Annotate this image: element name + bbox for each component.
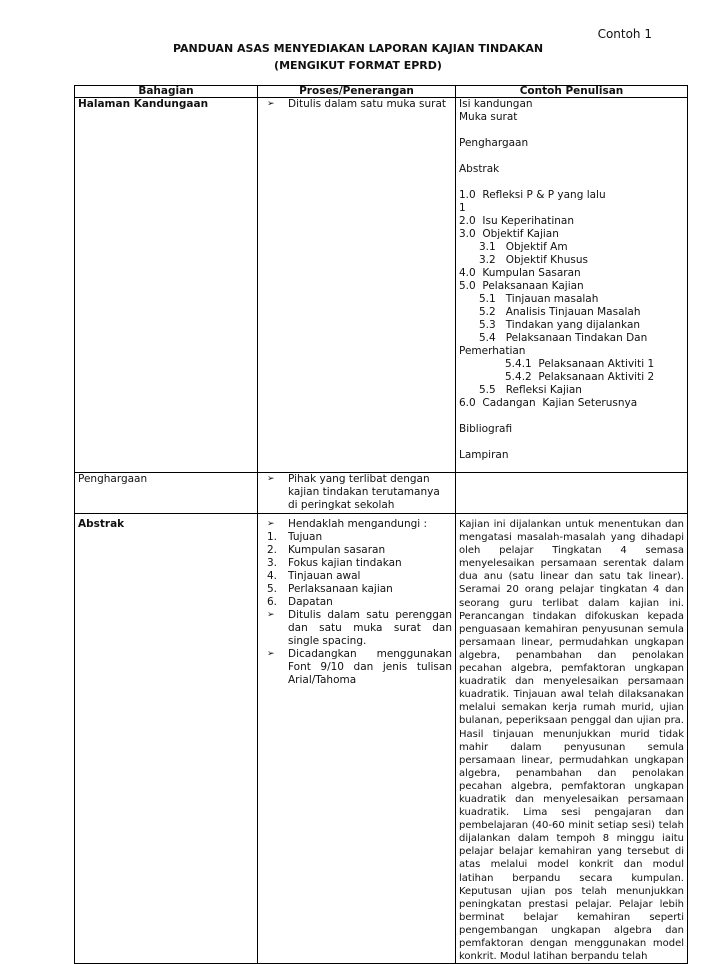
toc-line: Abstrak (459, 163, 500, 175)
header-bahagian: Bahagian (75, 86, 258, 98)
list-item: 6. Dapatan (267, 596, 333, 608)
process-cell (258, 98, 456, 473)
table-row (75, 514, 688, 964)
table-of-contents (459, 98, 684, 462)
abstract-example: Kajian ini dijalankan untuk menentukan dan mengatasi masalah-masalah yang dihadapi oleh pelajar Tingkatan 4 semasa menyelesaikan persamaan serentak dalam dua anu (satu linear dan satu tak linear). Seramai 20 orang pelajar tingkatan 4 dan seorang guru terlibat dalam kajian ini. Perancangan tindakan difokuskan kepada penguasaan kemahiran penyusunan semula persamaan linear, permudahkan ungkapan algebra, penambahan dan penolakan pecahan algebra, pemfaktoran ungkapan kuadratik dan menyelesaikan persamaan kuadratik. Tinjauan awal telah dilaksanakan melalui semakan kerja rumah murid, ujian bulanan, peperiksaan penggal dan ujian pra. Hasil tinjauan menunjukkan murid tidak mahir dalam penyusunan semula persamaan linear, permudahkan ungkapan algebra, penambahan dan penolakan pecahan algebra, pemfaktoran ungkapan kuadratik dan menyelesaikan persamaan kuadratik. Lima sesi pengajaran dan pembelajaran (40-60 minit setiap sesi) telah dijalankan dalam tempoh 8 minggu iaitu pelajar belajar kemahiran yang tersebut di atas melalui model konkrit dan modul latihan berpandu secara kumpulan. Keputusan ujian pos telah menunjukkan peningkatan prestasi pelajar. Pelajar lebih berminat belajar kemahiran seperti pengembangan ungkapan algebra dan pemfaktoran dengan menggunakan model konkrit. Modul latihan berpandu telah (456, 514, 688, 964)
toc-line: 3.0 Objektif Kajian (459, 228, 559, 240)
toc-line: 5.5 Refleksi Kajian (479, 384, 582, 396)
document-title: PANDUAN ASAS MENYEDIAKAN LAPORAN KAJIAN TINDAKAN (172, 42, 544, 55)
list-item: 3. Fokus kajian tindakan (267, 557, 402, 569)
document-label: Contoh 1 (597, 27, 652, 41)
toc-line: 5.1 Tinjauan masalah (479, 293, 599, 305)
toc-line: 6.0 Cadangan Kajian Seterusnya (459, 397, 638, 409)
list-item: 2. Kumpulan sasaran (267, 544, 386, 556)
table-row (75, 98, 688, 473)
toc-line: 5.4 Pelaksanaan Tindakan Dan (479, 332, 648, 344)
process-item: ➢ Ditulis dalam satu perenggan dan satu muka surat dan single spacing. (261, 609, 452, 648)
toc-line: Isi kandungan (459, 98, 533, 110)
toc-line: 5.0 Pelaksanaan Kajian (459, 280, 584, 292)
toc-line: 1.0 Refleksi P & P yang lalu (459, 189, 606, 201)
process-item: ➢ Dicadangkan menggunakan Font 9/10 dan jenis tulisan Arial/Tahoma (261, 648, 452, 687)
process-item: ➢ Ditulis dalam satu muka surat (261, 98, 452, 111)
table-header-row (75, 86, 688, 98)
example-cell (456, 98, 688, 473)
process-item: ➢ Pihak yang terlibat dengan kajian tindakan terutamanya di peringkat sekolah (261, 473, 452, 512)
list-item: 1. Tujuan (267, 531, 323, 543)
process-item: ➢ Hendaklah mengandungi : (261, 518, 452, 531)
process-cell (258, 473, 456, 514)
toc-line: Pemerhatian (459, 345, 526, 357)
section-name: Halaman Kandungaan (75, 98, 258, 473)
section-name: Abstrak (75, 514, 258, 964)
toc-line: Bibliografi (459, 423, 513, 435)
process-cell (258, 514, 456, 964)
toc-line: 5.2 Analisis Tinjauan Masalah (479, 306, 641, 318)
toc-line: Muka surat (459, 111, 518, 123)
toc-line: Lampiran (459, 449, 509, 461)
toc-line: 4.0 Kumpulan Sasaran (459, 267, 581, 279)
header-contoh: Contoh Penulisan (456, 86, 688, 98)
section-name: Penghargaan (75, 473, 258, 514)
toc-line: 5.3 Tindakan yang dijalankan (479, 319, 641, 331)
table-row (75, 473, 688, 514)
toc-line: Penghargaan (459, 137, 529, 149)
toc-line: 3.2 Objektif Khusus (479, 254, 588, 266)
document-subtitle: (MENGIKUT FORMAT EPRD) (274, 59, 442, 72)
guide-table (74, 85, 688, 964)
list-item: 4. Tinjauan awal (267, 570, 361, 582)
header-proses: Proses/Penerangan (258, 86, 456, 98)
toc-line: 5.4.1 Pelaksanaan Aktiviti 1 (505, 358, 655, 370)
example-cell (456, 473, 688, 514)
toc-line: 1 (459, 202, 466, 214)
toc-line: 5.4.2 Pelaksanaan Aktiviti 2 (505, 371, 655, 383)
list-item: 5. Perlaksanaan kajian (267, 583, 393, 595)
toc-line: 3.1 Objektif Am (479, 241, 568, 253)
process-numbered-list (261, 531, 452, 609)
toc-line: 2.0 Isu Keperihatinan (459, 215, 574, 227)
